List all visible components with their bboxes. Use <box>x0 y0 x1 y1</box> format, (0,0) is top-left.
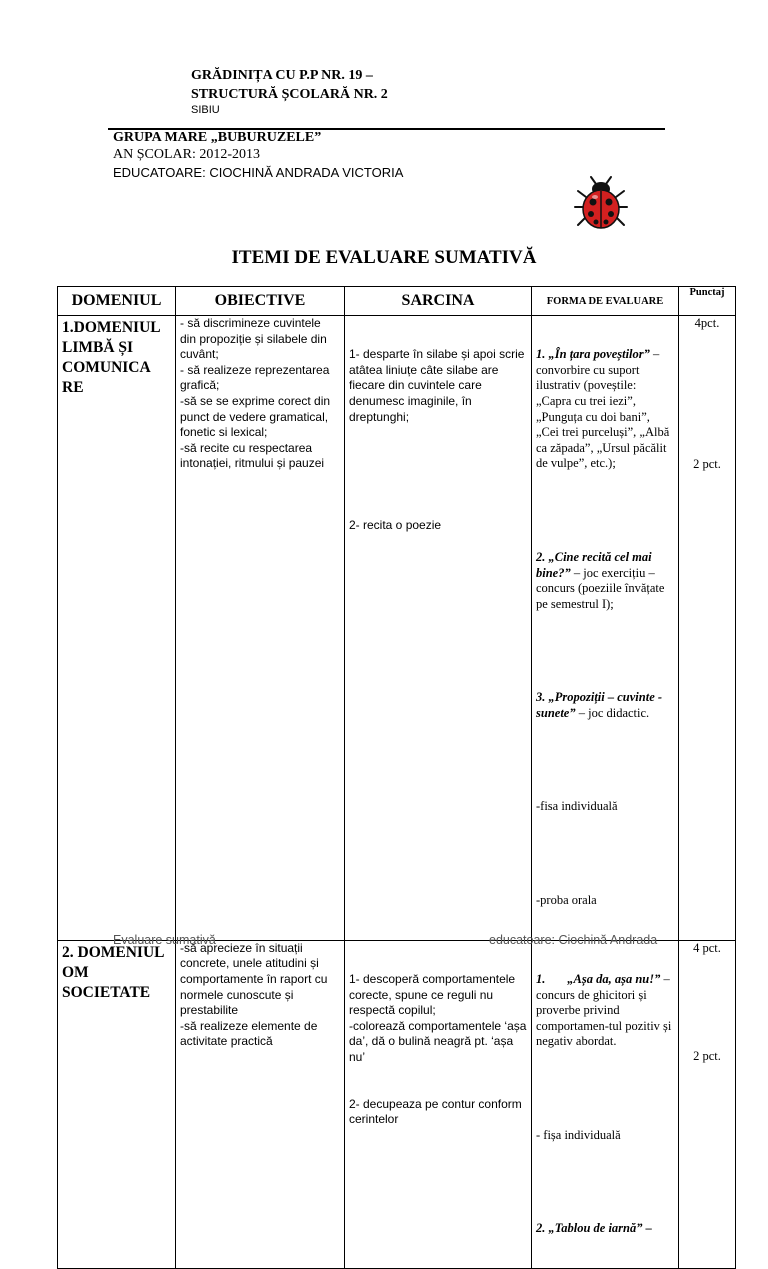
teacher-name: EDUCATOARE: CIOCHINĂ ANDRADA VICTORIA <box>113 165 404 180</box>
table-row <box>58 316 736 941</box>
group-name: GRUPA MARE „BUBURUZELE” <box>113 130 322 145</box>
row1-eval1-text: – convorbire cu suport ilustrativ (poveștile: „Capra cu trei iezi”, „Punguța cu doi bani”, „Cei trei purceluși”, „Albă ca zăpada”, „Ursul păcălit de vulpe”, etc.); <box>536 347 673 471</box>
row1-eval-item4: -fisa individuală <box>536 799 618 814</box>
row2-objectives: -să aprecieze în situații concrete, unele atitudini și comportamente în raport cu normele cunoscute și prestabilite -să realizeze elemente de activitate practică <box>176 940 345 1268</box>
row1-eval-item2 <box>536 550 674 612</box>
row1-task1: 1- desparte în silabe și apoi scrie atâtea liniuțe câte silabe are fiecare din cuvintele care denumesc imaginile, în dreptunghi; <box>349 347 528 424</box>
header-objectives: OBIECTIVE <box>176 287 345 316</box>
row1-objectives: - să discrimineze cuvintele din propoziție și silabele din cuvânt; - să realizeze reprezentarea grafică; -să se se exprime corect din punct de vedere gramatical, fonetic si lexical; -să recite cu respectarea intonației, ritmului și pauzei <box>176 316 345 941</box>
row1-points2: 2 pct. <box>693 456 721 471</box>
row1-eval-item1 <box>536 347 674 472</box>
evaluation-table <box>57 286 736 1269</box>
school-name-line2: STRUCTURĂ ȘCOLARĂ NR. 2 <box>191 87 388 102</box>
row1-eval3-title: 3. „Propoziții – cuvinte - sunete” <box>536 690 666 720</box>
school-name-line1: GRĂDINIȚA CU P.P NR. 19 – <box>191 68 373 83</box>
row2-task1: 1- descoperă comportamentele corecte, spune ce reguli nu respectă copilul; -colorează comportamentele ‘așa da’, dă o bulină neagră pt. ‘așa nu’ <box>349 971 527 1064</box>
row1-task <box>345 316 532 941</box>
footer-right: educatoare: Ciochină Andrada <box>489 933 658 947</box>
table-row <box>58 940 736 1268</box>
row2-eval-item1 <box>536 972 674 1050</box>
row2-points1: 4 pct. <box>693 940 721 955</box>
row2-eval1-title: 1. „Așa da, așa nu!” <box>536 971 661 986</box>
row2-eval-item3 <box>536 1221 674 1237</box>
row2-eval-item2: - fișa individuală <box>536 1127 621 1142</box>
row1-points <box>679 316 736 941</box>
header-domain: DOMENIUL <box>58 287 176 316</box>
row1-eval-item3 <box>536 690 674 721</box>
row1-eval1-title: 1. „În țara poveștilor” <box>536 347 650 362</box>
row1-eval2-title: 2. „Cine recită cel mai bine?” <box>536 549 655 580</box>
row2-task <box>345 940 532 1268</box>
school-city: SIBIU <box>191 104 220 116</box>
row2-domain: 2. DOMENIUL OM SOCIETATE <box>58 940 176 1268</box>
row2-eval3-title: 2. „Tablou de iarnă” – <box>536 1221 652 1236</box>
ladybug-icon <box>572 175 630 233</box>
row1-eval-item5: -proba orala <box>536 892 597 907</box>
footer-left: Evaluare sumativă <box>113 933 216 947</box>
school-year: AN ȘCOLAR: 2012-2013 <box>113 147 261 162</box>
row1-task2: 2- recita o poezie <box>349 518 442 533</box>
header-evaluation: FORMA DE EVALUARE <box>532 287 679 316</box>
document-title: ITEMI DE EVALUARE SUMATIVĂ <box>231 247 537 268</box>
row1-eval2-text: – joc exercițiu – concurs (poeziile învățate pe semestrul I); <box>536 565 668 611</box>
row1-evaluation <box>532 316 679 941</box>
row2-points2: 2 pct. <box>693 1049 721 1064</box>
row2-task2: 2- decupeaza pe contur conform cerintelor <box>349 1096 526 1127</box>
row2-points <box>679 940 736 1268</box>
header-points: Punctaj <box>679 287 736 316</box>
row2-eval1-text: – concurs de ghicitori și proverbe privind comportamen-tul pozitiv și negativ abordat. <box>536 971 675 1049</box>
row2-evaluation <box>532 940 679 1268</box>
row1-domain: 1.DOMENIUL LIMBĂ ȘI COMUNICA RE <box>58 316 176 941</box>
row1-eval3-text: – joc didactic. <box>575 705 650 720</box>
table-header-row <box>58 287 736 316</box>
row1-points1: 4pct. <box>694 316 720 330</box>
header-task: SARCINA <box>345 287 532 316</box>
